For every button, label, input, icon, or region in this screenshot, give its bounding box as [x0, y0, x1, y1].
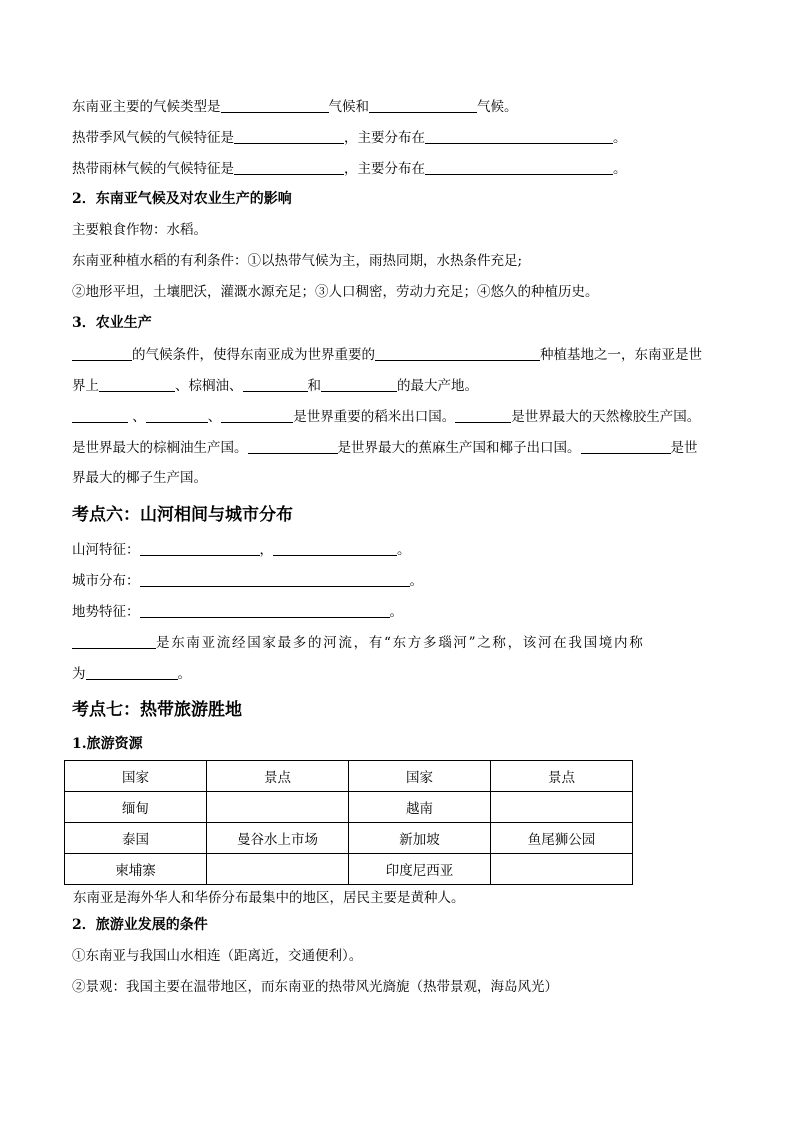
text: ，主要分布在	[344, 130, 425, 146]
section-heading: 2．旅游业发展的条件	[72, 917, 208, 933]
text: 东南亚主要的气候类型是	[72, 99, 221, 115]
text: 。	[613, 130, 627, 146]
city-distribution-line	[72, 570, 732, 601]
mountain-river-line	[72, 539, 732, 570]
text: 是世界最大的蕉麻生产国和椰子出口国。	[337, 440, 581, 456]
text: 种植基地之一，东南亚是世	[540, 347, 702, 363]
text: ，	[259, 542, 273, 558]
rainforest-climate-line	[72, 158, 732, 189]
table-row	[65, 792, 633, 823]
agri-line-3	[72, 406, 732, 437]
answer-blank[interactable]	[221, 406, 293, 423]
text-line: ①东南亚与我国山水相连（距离近，交通便利）。	[72, 948, 363, 964]
terrain-line	[72, 601, 732, 632]
table-cell: 泰国	[65, 823, 207, 854]
agri-line-4	[72, 437, 732, 468]
text: 山河特征：	[72, 542, 140, 558]
answer-blank[interactable]	[86, 663, 178, 680]
text: 地势特征：	[72, 604, 140, 620]
monsoon-climate-line	[72, 127, 732, 158]
table-cell: 缅甸	[65, 792, 207, 823]
section-heading: 1.旅游资源	[72, 736, 143, 752]
text: 热带季风气候的气候特征是	[72, 130, 234, 146]
answer-blank[interactable]	[234, 127, 344, 144]
table-cell[interactable]	[491, 854, 633, 885]
table-cell: 国家	[65, 761, 207, 792]
answer-blank[interactable]	[243, 375, 308, 392]
text: 、棕榈油、	[175, 378, 243, 394]
answer-blank[interactable]	[581, 437, 671, 454]
text: 。	[397, 542, 411, 558]
text: 为	[72, 666, 86, 682]
answer-blank[interactable]	[140, 539, 260, 556]
text: 气候。	[477, 99, 518, 115]
text: 、	[207, 409, 222, 425]
answer-blank[interactable]	[425, 127, 613, 144]
text-line: 界最大的椰子生产国。	[72, 470, 207, 486]
topic-heading: 考点六：山河相间与城市分布	[72, 505, 293, 525]
answer-blank[interactable]	[99, 375, 175, 392]
answer-blank[interactable]	[321, 375, 397, 392]
text: 、	[132, 409, 146, 425]
agri-line-2	[72, 375, 732, 406]
answer-blank[interactable]	[221, 96, 329, 113]
answer-blank[interactable]	[140, 570, 410, 587]
document-page	[72, 96, 732, 1008]
table-cell: 新加坡	[349, 823, 491, 854]
table-cell[interactable]	[207, 854, 349, 885]
text: 的气候条件，使得东南亚成为世界重要的	[132, 347, 375, 363]
answer-blank[interactable]	[72, 344, 132, 361]
text: 气候和	[328, 99, 369, 115]
text-line: ②地形平坦，土壤肥沃，灌溉水源充足；③人口稠密，劳动力充足；④悠久的种植历史。	[72, 284, 599, 300]
text-line: 主要粮食作物：水稻。	[72, 222, 207, 238]
text: 。	[409, 573, 423, 589]
table-cell: 景点	[491, 761, 633, 792]
text: 是世	[670, 440, 698, 456]
table-cell: 国家	[349, 761, 491, 792]
answer-blank[interactable]	[425, 158, 613, 175]
section-heading: 3．农业生产	[72, 315, 152, 331]
section-heading: 2．东南亚气候及对农业生产的影响	[72, 191, 292, 207]
table-row	[65, 823, 633, 854]
text: 热带雨林气候的气候特征是	[72, 161, 234, 177]
text: 是东南亚流经国家最多的河流，有“东方多瑙河”之称，该河在我国境内称	[156, 635, 645, 651]
answer-blank[interactable]	[375, 344, 540, 361]
table-row	[65, 854, 633, 885]
answer-blank[interactable]	[369, 96, 477, 113]
table-cell[interactable]	[491, 792, 633, 823]
mekong-line	[72, 632, 732, 663]
answer-blank[interactable]	[273, 539, 397, 556]
text: 是世界最大的棕榈油生产国。	[72, 440, 248, 456]
table-cell: 柬埔寨	[65, 854, 207, 885]
text: 是世界重要的稻米出口国。	[293, 409, 456, 425]
text: 城市分布：	[72, 573, 140, 589]
table-header-row	[65, 761, 633, 792]
answer-blank[interactable]	[234, 158, 344, 175]
text: 界上	[72, 378, 99, 394]
text: 的最大产地。	[397, 378, 478, 394]
answer-blank[interactable]	[248, 437, 338, 454]
answer-blank[interactable]	[455, 406, 511, 423]
text: 。	[613, 161, 627, 177]
mekong-line-2	[72, 663, 732, 694]
agri-line-1	[72, 344, 732, 375]
table-cell: 景点	[207, 761, 349, 792]
climate-type-line	[72, 96, 732, 127]
tourism-table	[64, 760, 633, 885]
text-line: 东南亚种植水稻的有利条件：①以热带气候为主，雨热同期，水热条件充足;	[72, 253, 523, 269]
text: 和	[307, 378, 321, 394]
table-cell[interactable]	[207, 792, 349, 823]
text-line: ②景观：我国主要在温带地区，而东南亚的热带风光旖旎（热带景观，海岛风光）	[72, 979, 558, 995]
text: 是世界最大的天然橡胶生产国。	[511, 409, 701, 425]
answer-blank[interactable]	[72, 632, 156, 649]
table-cell: 鱼尾狮公园	[491, 823, 633, 854]
answer-blank[interactable]	[72, 406, 128, 423]
table-cell: 印度尼西亚	[349, 854, 491, 885]
answer-blank[interactable]	[146, 406, 208, 423]
table-cell: 越南	[349, 792, 491, 823]
text: 。	[177, 666, 191, 682]
table-note: 东南亚是海外华人和华侨分布最集中的地区，居民主要是黄种人。	[73, 890, 465, 906]
answer-blank[interactable]	[140, 601, 390, 618]
table-cell: 曼谷水上市场	[207, 823, 349, 854]
text: ，主要分布在	[344, 161, 425, 177]
text: 。	[389, 604, 403, 620]
topic-heading: 考点七：热带旅游胜地	[72, 700, 242, 720]
